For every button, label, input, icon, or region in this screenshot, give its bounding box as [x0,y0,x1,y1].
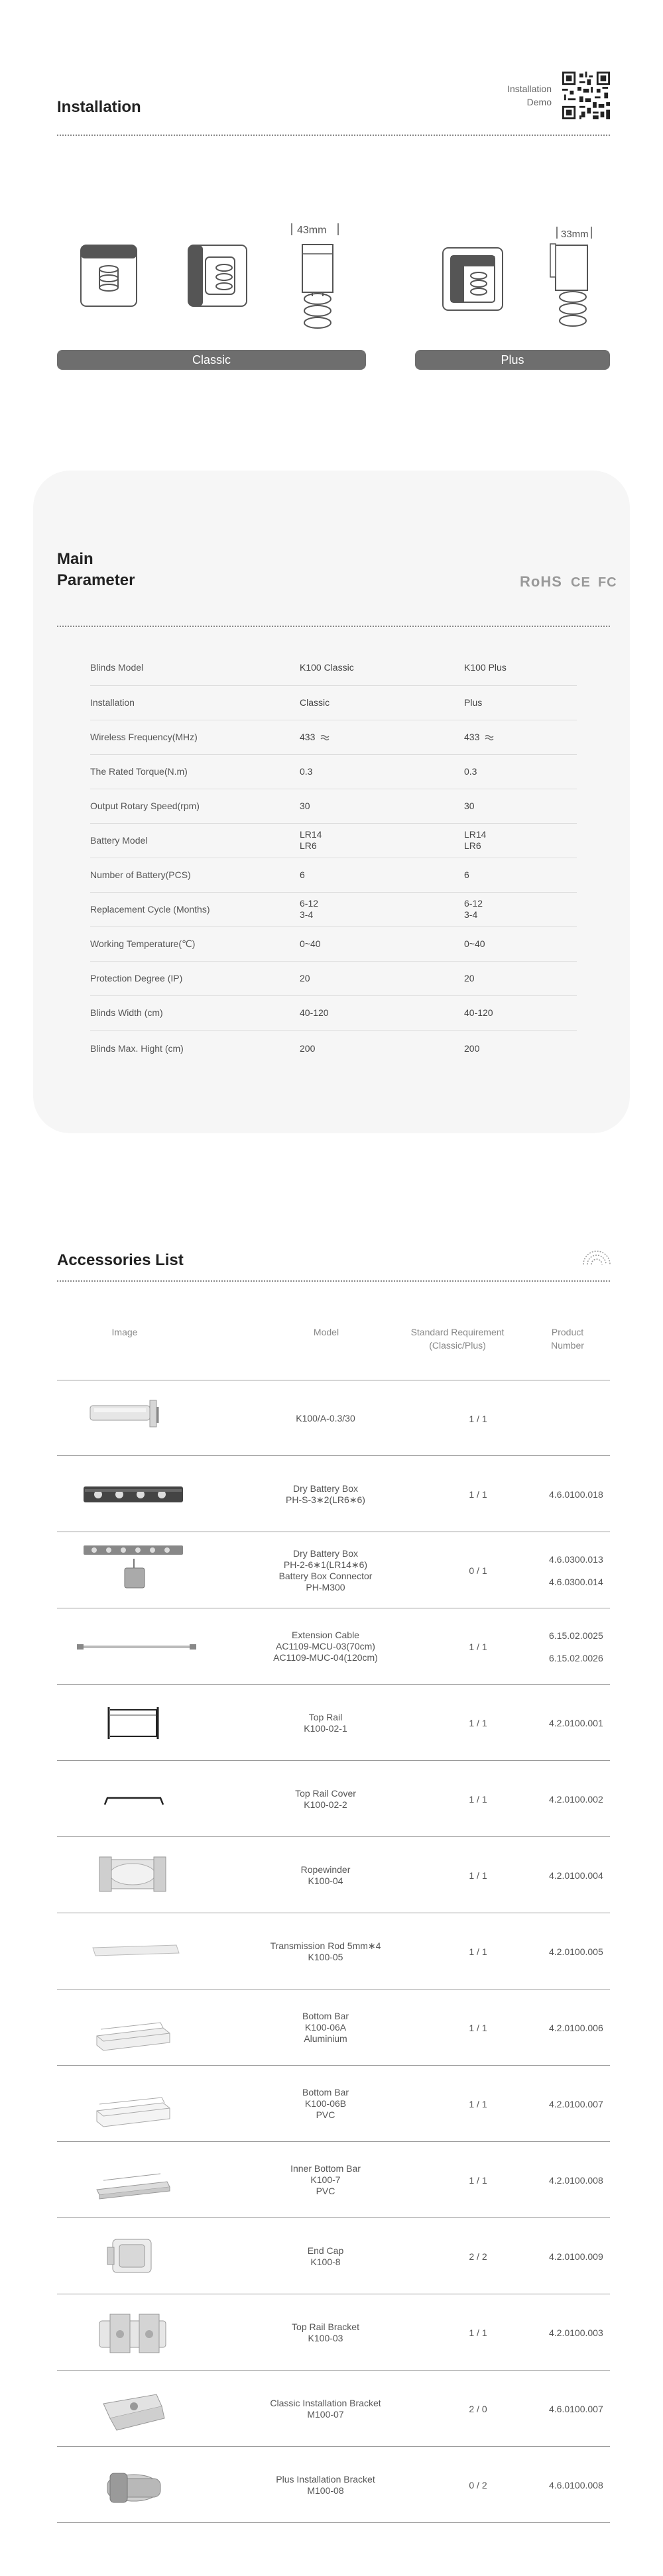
parameter-classic-value-line: 40-120 [300,1007,329,1018]
accessory-requirement: 1 / 1 [469,2327,487,2338]
qr-code-icon[interactable] [562,72,610,119]
accessory-requirement: 1 / 1 [469,1413,487,1424]
accessory-row [57,1761,610,1837]
accessory-image [70,1691,196,1754]
accessory-image [70,1463,196,1526]
classic-motor-side-icon [187,244,248,308]
parameter-plus-value [464,823,577,858]
parameter-plus-value-line: 200 [464,1042,480,1054]
product-number: 4.6.0300.014 [549,1576,603,1587]
parameter-row [90,858,577,892]
installation-section [0,0,663,411]
accessory-requirement: 1 / 1 [469,1641,487,1652]
parameter-table [90,651,577,1067]
product-number: 4.2.0100.009 [549,2251,603,2262]
installation-title: Installation [57,98,141,116]
accessory-requirement: 1 / 1 [469,1717,487,1728]
fc-mark: FC [597,575,617,590]
parameter-classic-value [300,1030,464,1067]
parameter-classic-value-line: 3-4 [300,909,314,920]
parameter-classic-value [300,754,464,789]
accessory-image [70,1844,196,1907]
parameter-plus-value [464,892,577,926]
accessory-row [57,1456,610,1532]
parameter-plus-value-line: 6 [464,869,469,880]
parameter-label [90,926,300,961]
parameter-plus-value-line: 6-12 [464,898,483,909]
parameter-plus-value [464,685,577,720]
parameter-label [90,892,300,926]
accessory-model-line: PH-S-3∗2(LR6∗6) [286,1494,365,1505]
accessory-model-line: K100-02-1 [304,1722,347,1734]
accessory-model-line: M100-08 [307,2485,344,2496]
accessory-product-number [534,1913,610,1989]
accessory-model [243,2447,408,2523]
accessory-image [70,2149,196,2212]
accessory-model-line: Dry Battery Box [292,1483,359,1494]
parameter-label-line: Working Temperature(℃) [90,938,196,949]
parameter-classic-value-line: 6 [300,869,305,880]
accessory-model [243,1685,408,1761]
accessory-requirement: 2 / 2 [469,2251,487,2262]
plus-dimension: 33mm [561,229,589,240]
parameter-label [90,651,300,685]
accessory-product-number [534,2447,610,2523]
parameter-label-line: Number of Battery(PCS) [90,869,191,880]
parameter-plus-value-line: Plus [464,697,483,708]
accessory-requirement: 1 / 1 [469,2098,487,2109]
product-number: 4.2.0100.006 [549,2022,603,2033]
parameter-label-line: Output Rotary Speed(rpm) [90,800,200,811]
classic-label: Classic [57,350,366,370]
accessory-product-number [534,1608,610,1685]
product-number: 6.15.02.0025 [549,1630,603,1641]
accessory-row [57,1608,610,1685]
accessory-product-number [534,2294,610,2371]
accessory-product-number [534,1456,610,1532]
accessory-model [243,2066,408,2142]
accessory-model-line: K100-06B [304,2098,347,2109]
parameter-row [90,651,577,685]
accessory-model-line: K100-8 [310,2256,341,2267]
parameter-plus-value [464,926,577,961]
rohs-mark: RoHS [520,573,562,590]
parameter-plus-value-line: 20 [464,972,475,983]
accessory-image [70,1387,196,1450]
accessory-requirement: 1 / 1 [469,1870,487,1881]
accessory-model-line: Transmission Rod 5mm∗4 [270,1940,381,1951]
accessory-model-line: Aluminium [304,2033,347,2044]
product-number: 4.6.0100.008 [549,2479,603,2491]
product-number: 4.2.0100.003 [549,2327,603,2338]
parameter-row [90,892,577,926]
accessory-model-line: Ropewinder [300,1864,351,1875]
accessory-row [57,1989,610,2066]
accessory-model [243,1761,408,1837]
parameter-plus-value-line: 0.3 [464,765,477,777]
parameter-classic-value-line: 433 [300,732,464,743]
parameter-label [90,720,300,754]
accessory-model-line: K100-03 [308,2332,343,2343]
ce-mark: CE [571,575,591,590]
certification-marks [520,573,617,590]
product-number: 4.2.0100.008 [549,2174,603,2186]
accessory-requirement: 1 / 1 [469,1793,487,1805]
parameter-row [90,995,577,1030]
parameter-plus-value-line: 3-4 [464,909,478,920]
parameter-label [90,789,300,823]
divider [57,135,610,136]
parameter-label-line: Installation [90,697,135,708]
parameter-label-line: Blinds Width (cm) [90,1007,163,1018]
accessory-model-line: K100/A-0.3/30 [296,1413,355,1424]
parameter-label-line: Blinds Model [90,662,144,673]
accessory-model [243,1456,408,1532]
plus-label: Plus [415,350,610,370]
parameter-label-line: Replacement Cycle (Months) [90,903,210,915]
parameter-label [90,1030,300,1067]
accessory-model [243,1532,408,1608]
parameter-plus-value [464,858,577,892]
accessory-model-line: Extension Cable [292,1630,359,1640]
accessory-model-line: K100-06A [304,2022,347,2033]
parameter-label [90,858,300,892]
accessory-model-line: K100-02-2 [304,1799,347,1810]
parameter-label [90,995,300,1030]
accessory-row [57,1685,610,1761]
parameter-plus-value-line: 0~40 [464,938,485,949]
parameter-plus-value-line: K100 Plus [464,662,507,673]
accessory-model-line: AC1109-MUC-04(120cm) [273,1652,378,1663]
accessory-model-line: Top Rail Cover [295,1787,356,1799]
accessory-model-line: Dry Battery Box [292,1547,359,1559]
parameter-classic-value [300,926,464,961]
accessory-row [57,2294,610,2371]
parameter-classic-value [300,789,464,823]
classic-dimension-icon [289,222,341,341]
accessory-model [243,1837,408,1913]
accessory-image [70,1767,196,1830]
plus-dimension-icon [545,225,595,345]
accessory-row [57,1380,610,1456]
accessory-requirement: 0 / 1 [469,1565,487,1576]
accessory-image [70,2301,196,2364]
parameter-label-line: The Rated Torque(N.m) [90,765,188,777]
parameter-classic-value-line: 200 [300,1042,316,1054]
accessory-product-number [534,2371,610,2447]
parameter-classic-value-line: 30 [300,800,310,811]
accessory-product-number [534,1532,610,1608]
product-number: 4.2.0100.001 [549,1717,603,1728]
accessory-product-number [534,2142,610,2218]
parameter-label [90,961,300,995]
divider [57,1280,610,1282]
accessory-row [57,2218,610,2294]
accessory-model [243,1913,408,1989]
parameter-classic-value-line: Classic [300,697,330,708]
parameter-label-line: Protection Degree (IP) [90,972,183,983]
parameter-classic-value [300,995,464,1030]
accessory-model-line: PVC [316,2186,335,2196]
parameter-label [90,823,300,858]
accessory-model-line: Battery Box Connector [278,1570,373,1581]
accessory-model [243,1608,408,1685]
accessory-image [70,2377,196,2440]
parameter-classic-value-line: 6-12 [300,898,319,909]
parameter-classic-value-line: 0~40 [300,938,321,949]
accessory-model-line: Bottom Bar [302,2087,349,2098]
accessory-row [57,2142,610,2218]
parameter-plus-value [464,754,577,789]
accessory-model [243,1989,408,2066]
parameter-row [90,1030,577,1067]
accessory-product-number [534,2218,610,2294]
accessories-title: Accessories List [57,1251,184,1269]
accessory-row [57,1532,610,1608]
accessory-model [243,1380,408,1457]
accessory-model [243,2371,408,2447]
accessories-list [57,1380,610,2523]
accessory-requirement: 1 / 1 [469,2174,487,2186]
accessory-product-number [534,1837,610,1913]
product-number: 6.15.02.0026 [549,1652,603,1663]
accessory-row [57,2447,610,2523]
parameter-classic-value [300,685,464,720]
parameter-title: Main Parameter [57,550,135,589]
parameter-classic-value-line: LR6 [300,840,317,851]
header-requirement: Standard Requirement (Classic/Plus) [410,1327,505,1351]
parameter-plus-value [464,961,577,995]
header-product-number: Product Number [551,1327,584,1351]
accessory-model-line: K100-05 [308,1951,343,1962]
parameter-label-line: Wireless Frequency(MHz) [90,731,198,742]
parameter-classic-value-line: LR14 [300,829,322,840]
accessory-image [70,1539,196,1602]
accessory-requirement: 1 / 1 [469,1946,487,1957]
product-number: 4.6.0100.007 [549,2403,603,2414]
accessory-image [70,2072,196,2135]
accessory-model [243,2218,408,2294]
accessory-model-line: Top Rail [308,1711,343,1722]
parameter-plus-value-line: 433 [464,732,577,743]
accessory-requirement: 2 / 0 [469,2403,487,2414]
parameter-classic-value [300,823,464,858]
product-number: 4.2.0100.007 [549,2098,603,2109]
accessory-model-line: Plus Installation Bracket [276,2473,375,2485]
parameter-classic-value [300,858,464,892]
accessory-image [70,1920,196,1983]
plus-motor-front-icon [442,247,504,311]
accessory-model-line: PH-M300 [306,1581,345,1593]
header-model: Model [313,1327,339,1337]
header-image: Image [111,1327,138,1337]
parameter-plus-value-line: 40-120 [464,1007,493,1018]
parameter-label [90,685,300,720]
installation-demo-label: Installation Demo [507,84,552,107]
parameter-plus-value [464,651,577,685]
parameter-row [90,720,577,754]
accessory-model-line: Inner Bottom Bar [290,2163,361,2174]
classic-motor-front-icon [80,244,138,308]
parameter-classic-value-line: K100 Classic [300,662,354,673]
accessory-model-line: Bottom Bar [302,2011,349,2021]
divider [57,626,610,627]
parameter-plus-value-line: 30 [464,800,475,811]
accessory-model-line: M100-07 [307,2408,344,2420]
accessory-model-line: End Cap [307,2245,344,2256]
accessory-requirement: 1 / 1 [469,2022,487,2033]
accessory-model [243,2294,408,2371]
wave-icon [485,734,495,741]
accessory-model-line: PVC [316,2109,335,2120]
parameter-plus-value-line: LR6 [464,840,481,851]
parameter-classic-value-line: 0.3 [300,765,313,777]
accessory-row [57,2371,610,2447]
product-number: 4.6.0100.018 [549,1488,603,1500]
accessory-image [70,1615,196,1678]
parameter-plus-value [464,789,577,823]
parameter-classic-value [300,720,464,754]
wave-icon [320,734,331,741]
accessory-requirement: 0 / 2 [469,2479,487,2491]
accessory-model-line: Classic Installation Bracket [270,2397,381,2408]
accessory-model-line: AC1109-MCU-03(70cm) [276,1641,375,1652]
accessory-model-line: Top Rail Bracket [292,2321,359,2332]
accessory-product-number [534,1761,610,1837]
accessory-image [70,1996,196,2059]
accessory-model-line: PH-2-6∗1(LR14∗6) [283,1559,368,1570]
accessory-model-line: K100-7 [310,2174,341,2185]
parameter-row [90,961,577,995]
product-number: 4.6.0300.013 [549,1553,603,1565]
parameter-plus-value-line: LR14 [464,829,487,840]
classic-dimension: 43mm [297,225,327,236]
parameter-row [90,754,577,789]
accessory-row [57,1837,610,1913]
parameter-row [90,685,577,720]
accessory-image [70,2225,196,2288]
accessory-model-line: K100-04 [308,1875,343,1886]
accessory-product-number [534,1989,610,2066]
parameter-plus-value [464,1030,577,1067]
parameter-plus-value [464,720,577,754]
accessory-product-number [534,1685,610,1761]
parameter-plus-value [464,995,577,1030]
parameter-row [90,789,577,823]
parameter-row [90,823,577,858]
accessory-requirement: 1 / 1 [469,1488,487,1500]
parameter-label [90,754,300,789]
parameter-classic-value-line: 20 [300,972,310,983]
accessory-row [57,1913,610,1989]
accessory-model [243,2142,408,2218]
parameter-label-line: Blinds Max. Hight (cm) [90,1042,184,1054]
parameter-classic-value [300,651,464,685]
accessory-row [57,2066,610,2142]
parameter-classic-value [300,961,464,995]
parameter-row [90,926,577,961]
product-number: 4.2.0100.004 [549,1870,603,1881]
product-number: 4.2.0100.005 [549,1946,603,1957]
accessory-product-number [534,2066,610,2142]
parameter-classic-value [300,892,464,926]
parameter-label-line: Battery Model [90,834,148,846]
accessory-product-number [534,1380,610,1457]
rainbow-gauge-icon [581,1247,613,1266]
product-number: 4.2.0100.002 [549,1793,603,1805]
accessory-image [70,2453,196,2516]
